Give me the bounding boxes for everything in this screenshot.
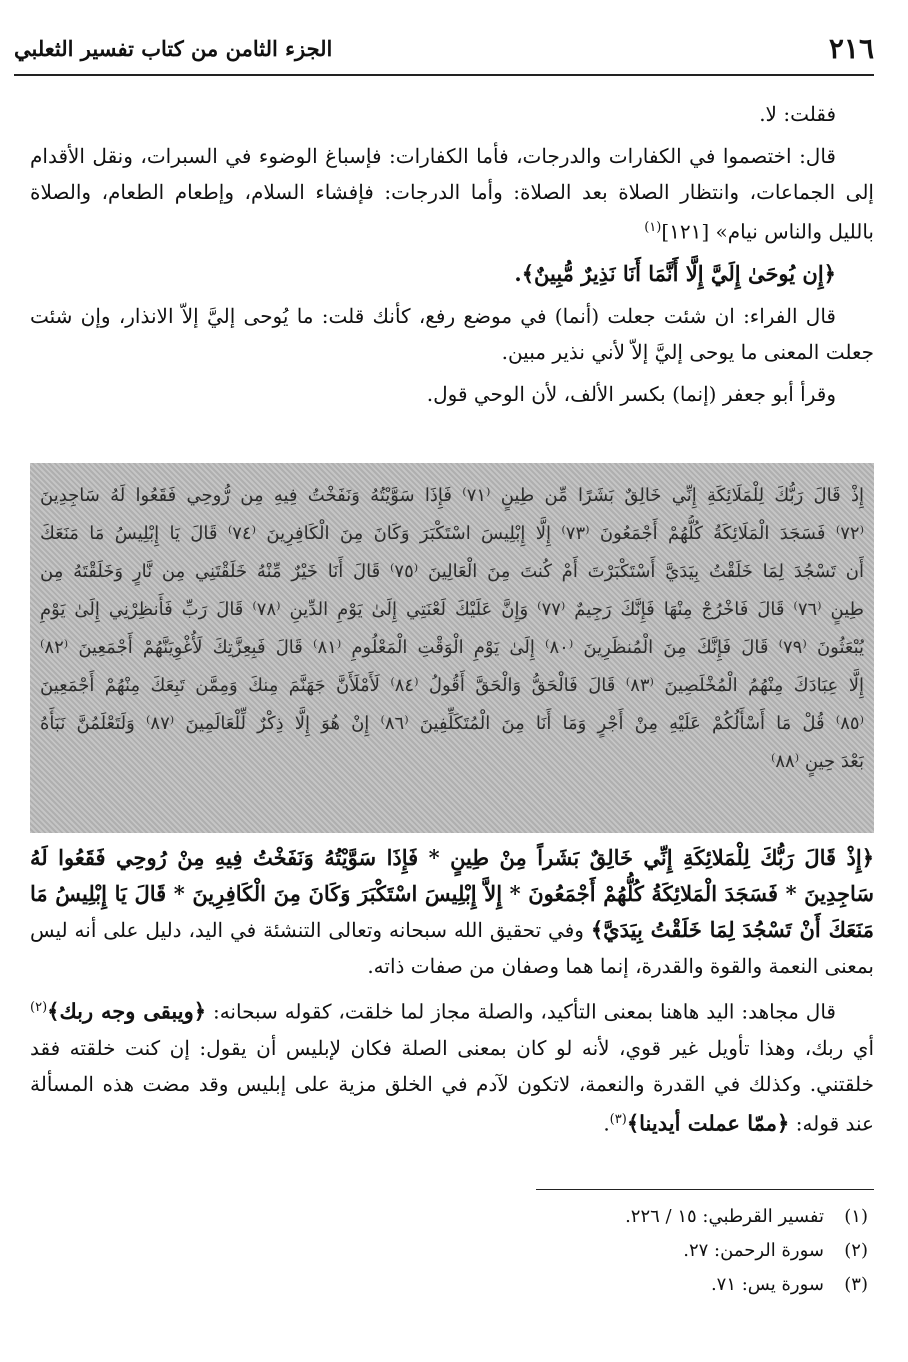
paragraph: قال مجاهد: اليد هاهنا بمعنى التأكيد، والصلة مجاز لما خلقت، كقوله سبحانه: ﴿ويبقى وجه ربك﴾$^{(٢)}$ أي ربك، وهذا تأويل غير قوي، لأنه لو كان بمعنى الصلة فكان لإبليس أن يقول: إن كنت خلقته فقد خلقتني. وكذلك في القدرة والنعمة، لاتكون لآدم في الخلق مزية على إبليس وقد مضت هذه المسألة عند قوله: ﴿ممّا عملت أيدينا﴾$^{(٣)}$. (30, 998, 874, 1136)
footnotes (400, 1200, 868, 1302)
paragraph: قال الفراء: ان شئت جعلت (أنما) في موضع رفع، كأنك قلت: ما يُوحى إليَّ إلاّ الانذار، وإن شئت جعلت المعنى ما يوحى إليَّ إلاّ لأني نذير مبين. (30, 303, 874, 364)
quran-line: ⁽٨٥⁾ قُلْ مَا أَسْأَلُكُمْ عَلَيْهِ مِنْ أَجْرٍ وَمَا أَنَا مِنَ الْمُتَكَلِّفِينَ ⁽٨٦⁾ إِنْ هُوَ إِلَّا ذِكْرٌ لِّلْعَالَمِينَ ⁽٨٧⁾ وَلَتَعْلَمُنَّ نَبَأَهُ (40, 713, 864, 734)
quran-line: ⁽٧٢⁾ فَسَجَدَ الْمَلَائِكَةُ كُلُّهُمْ أَجْمَعُونَ ⁽٧٣⁾ إِلَّا إِبْلِيسَ اسْتَكْبَرَ وَكَانَ مِنَ الْكَافِرِينَ ⁽٧٤⁾ قَالَ يَا إِبْلِيسُ مَا مَنَعَكَ (40, 523, 864, 544)
paragraph: ﴿إِذْ قَالَ رَبُّكَ لِلْمَلائِكَةِ إِنِّي خَالِقٌ بَشَراً مِنْ طِينٍ * فَإِذَا سَوَّيْتُهُ وَنَفَخْتُ فِيهِ مِنْ رُوحِي فَقَعُوا لَهُ سَاجِدِينَ * فَسَجَدَ الْمَلائِكَةُ كُلُّهُمْ أَجْمَعُونَ * إِلاَّ إِبْلِيسَ اسْتَكْبَرَ وَكَانَ مِنَ الْكَافِرِينَ * قَالَ يَا إِبْلِيسُ مَا مَنَعَكَ أَنْ تَسْجُدَ لِمَا خَلَقْتُ بِيَدَيَّ﴾ وفي تحقيق الله سبحانه وتعالى التنشئة في اليد، دليل على أنه ليس بمعنى النعمة والقوة والقدرة، إنما هما وصفان من صفات ذاته. (30, 845, 874, 978)
footnote-ref: (١) (644, 220, 662, 235)
quran-line: بَعْدَ حِينٍ ⁽٨٨⁾ (770, 751, 864, 772)
verse-quote: ﴿ويبقى وجه ربك﴾ (47, 998, 207, 1024)
commentary-top (30, 96, 874, 418)
commentary-bottom (30, 840, 874, 1147)
footnote: (٢)سورة الرحمن: ٢٧. (683, 1240, 868, 1261)
footnote-ref: (٢) (30, 1000, 48, 1015)
page-header (14, 30, 874, 76)
verse-quote: ﴿ممّا عملت أيدينا﴾ (626, 1110, 790, 1136)
paragraph: فقلت: لا. (759, 102, 836, 126)
quran-line: طِينٍ ⁽٧٦⁾ قَالَ فَاخْرُجْ مِنْهَا فَإِنَّكَ رَجِيمٌ ⁽٧٧⁾ وَإِنَّ عَلَيْكَ لَعْنَتِي إِلَىٰ يَوْمِ الدِّينِ ⁽٧٨⁾ قَالَ رَبِّ فَأَنظِرْنِي إِلَىٰ يَوْمِ (40, 599, 864, 620)
verse-heading: ﴿إِن يُوحَىٰ إِلَيَّ إِلَّا أَنَّمَا أَنَا نَذِيرٌ مُّبِينٌ﴾. (514, 260, 836, 286)
paragraph: وقرأ أبو جعفر (إنما) بكسر الألف، لأن الوحي قول. (426, 381, 836, 406)
quran-line: إِلَّا عِبَادَكَ مِنْهُمُ الْمُخْلَصِينَ ⁽٨٣⁾ قَالَ فَالْحَقُّ وَالْحَقَّ أَقُولُ ⁽٨٤⁾ لَأَمْلَأَنَّ جَهَنَّمَ مِنكَ وَمِمَّن تَبِعَكَ مِنْهُمْ أَجْمَعِينَ (40, 675, 864, 696)
footnote: (١)تفسير القرطبي: ١٥ / ٢٢٦. (625, 1206, 868, 1227)
running-title: الجزء الثامن من كتاب تفسير الثعلبي (14, 36, 333, 61)
quran-line: يُبْعَثُونَ ⁽٧٩⁾ قَالَ فَإِنَّكَ مِنَ الْمُنظَرِينَ ⁽٨٠⁾ إِلَىٰ يَوْمِ الْوَقْتِ الْمَعْلُومِ ⁽٨١⁾ قَالَ فَبِعِزَّتِكَ لَأُغْوِيَنَّهُمْ أَجْمَعِينَ ⁽٨٢⁾ (40, 637, 864, 658)
footnote: (٣)سورة يس: ٧١. (710, 1274, 868, 1295)
footnote-ref: (٣) (609, 1111, 627, 1127)
quran-line: أَن تَسْجُدَ لِمَا خَلَقْتُ بِيَدَيَّ أَسْتَكْبَرْتَ أَمْ كُنتَ مِنَ الْعَالِينَ ⁽٧٥⁾ قَالَ أَنَا خَيْرٌ مِّنْهُ خَلَقْتَنِي مِن نَّارٍ وَخَلَقْتَهُ مِن (40, 561, 864, 582)
paragraph: قال: اختصموا في الكفارات والدرجات، فأما الكفارات: فإسباغ الوضوء في السبرات، ونقل الأقدام إلى الجماعات، وانتظار الصلاة بعد الصلاة: وأما الدرجات: فإفشاء السلام، وإطعام الطعام، والصلاة بالليل والناس نيام» [١٢١]$^{(١)}$ (30, 144, 874, 244)
page-number: ٢١٦ (828, 32, 874, 65)
footnote-divider (536, 1189, 874, 1190)
quran-line: إِذْ قَالَ رَبُّكَ لِلْمَلَائِكَةِ إِنِّي خَالِقٌ بَشَرًا مِّن طِينٍ ⁽٧١⁾ فَإِذَا سَوَّيْتُهُ وَنَفَخْتُ فِيهِ مِن رُّوحِي فَقَعُوا لَهُ سَاجِدِينَ (40, 485, 864, 506)
verse-quote: ﴿إِذْ قَالَ رَبُّكَ لِلْمَلائِكَةِ إِنِّي خَالِقٌ بَشَراً مِنْ طِينٍ * فَإِذَا سَوَّيْتُهُ وَنَفَخْتُ فِيهِ مِنْ رُوحِي فَقَعُوا لَهُ سَاجِدِينَ * فَسَجَدَ الْمَلائِكَةُ كُلُّهُمْ أَجْمَعُونَ * إِلاَّ إِبْلِيسَ اسْتَكْبَرَ وَكَانَ مِنَ الْكَافِرِينَ * قَالَ يَا إِبْلِيسُ مَا مَنَعَكَ أَنْ تَسْجُدَ لِمَا خَلَقْتُ بِيَدَيَّ﴾ (30, 845, 874, 942)
quran-text-block (30, 463, 874, 833)
